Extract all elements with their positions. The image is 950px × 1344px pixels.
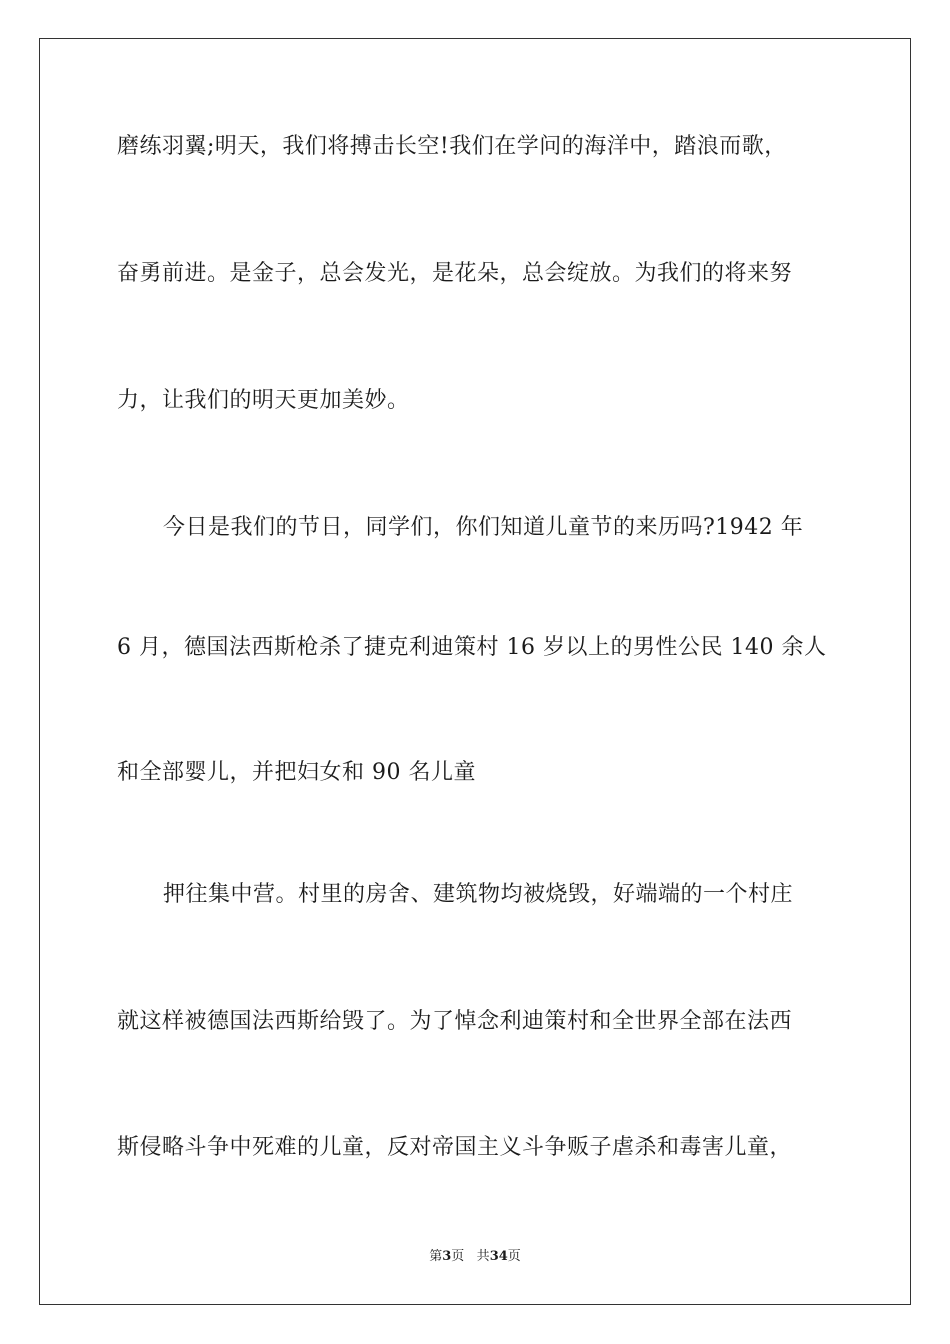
body-text-line: 和全部婴儿，并把妇女和 90 名儿童 bbox=[117, 760, 476, 785]
total-prefix: 共 bbox=[476, 1249, 490, 1264]
body-text-line: 力，让我们的明天更加美妙。 bbox=[117, 388, 410, 413]
page-number: 3 bbox=[442, 1249, 452, 1264]
page-footer bbox=[0, 1248, 950, 1266]
body-text-line: 斯侵略斗争中死难的儿童，反对帝国主义斗争贩子虐杀和毒害儿童， bbox=[117, 1135, 793, 1160]
body-text-line: 6 月，德国法西斯枪杀了捷克利迪策村 16 岁以上的男性公民 140 余人 bbox=[117, 635, 827, 660]
paragraph-start-line: 押往集中营。村里的房舍、建筑物均被烧毁，好端端的一个村庄 bbox=[163, 882, 794, 907]
body-text-line: 就这样被德国法西斯给毁了。为了悼念利迪策村和全世界全部在法西 bbox=[117, 1009, 793, 1034]
total-pages: 34 bbox=[489, 1249, 508, 1264]
body-text-line: 磨练羽翼;明天，我们将搏击长空!我们在学问的海洋中，踏浪而歌， bbox=[117, 134, 787, 159]
page-prefix: 第 bbox=[429, 1249, 443, 1264]
paragraph-start-line: 今日是我们的节日，同学们，你们知道儿童节的来历吗?1942 年 bbox=[163, 515, 804, 540]
page-border bbox=[39, 38, 911, 1305]
body-text-line: 奋勇前进。是金子，总会发光，是花朵，总会绽放。为我们的将来努 bbox=[117, 261, 793, 286]
total-suffix: 页 bbox=[507, 1249, 521, 1264]
page-suffix: 页 bbox=[451, 1249, 465, 1264]
